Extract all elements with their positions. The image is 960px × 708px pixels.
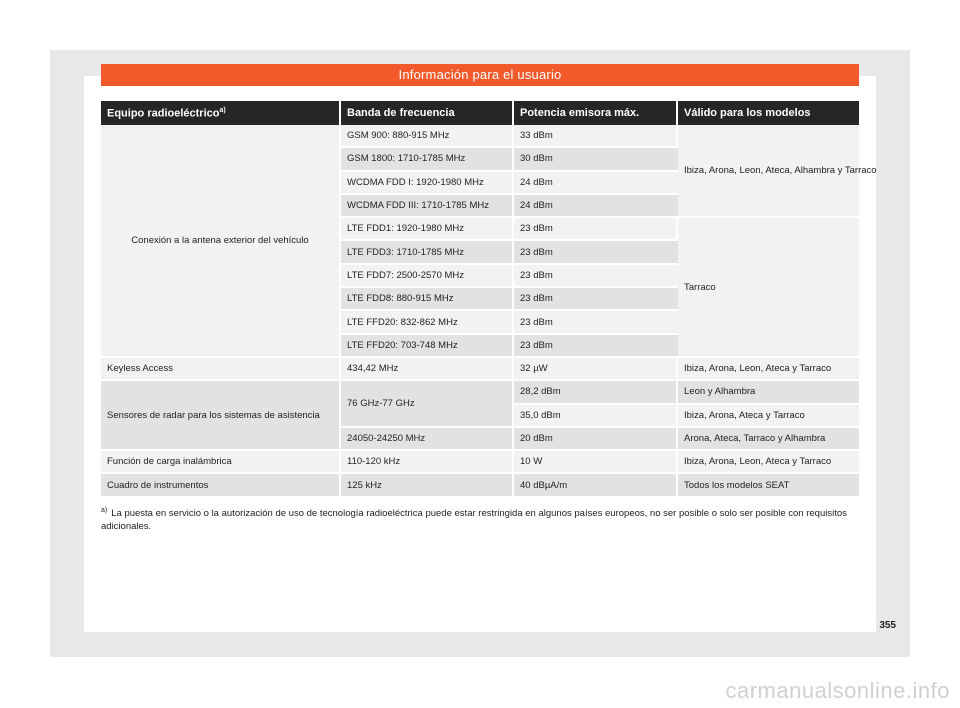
- power-cell: 28,2 dBm: [514, 381, 678, 404]
- power-cell: 24 dBm: [514, 172, 678, 195]
- column-header-equipment: Equipo radioeléctrico$^{a)}$: [101, 101, 341, 125]
- antenna-equipment-cell: Conexión a la antena exterior del vehículo: [101, 125, 341, 358]
- lte-models-cell: Tarraco: [678, 218, 859, 358]
- power-cell: 23 dBm: [514, 335, 678, 358]
- table-row: [101, 474, 859, 497]
- power-cell: 20 dBm: [514, 428, 678, 451]
- band-cell: 110-120 kHz: [341, 451, 514, 474]
- band-cell: GSM 900: 880-915 MHz: [341, 125, 514, 148]
- models-cell: Leon y Alhambra: [678, 381, 859, 404]
- page-number: 355: [879, 620, 896, 631]
- power-cell: 23 dBm: [514, 311, 678, 334]
- radar-equipment-cell: Sensores de radar para los sistemas de asistencia: [101, 381, 341, 451]
- watermark: carmanualsonline.info: [725, 678, 950, 703]
- power-cell: 10 W: [514, 451, 678, 474]
- band-cell: LTE FDD8: 880-915 MHz: [341, 288, 514, 311]
- band-cell: LTE FFD20: 832-862 MHz: [341, 311, 514, 334]
- power-cell: 30 dBm: [514, 148, 678, 171]
- table-row: [101, 381, 859, 404]
- table-row: [101, 358, 859, 381]
- table-row: [101, 451, 859, 474]
- column-header-band: Banda de frecuencia: [341, 101, 514, 125]
- band-cell: LTE FFD20: 703-748 MHz: [341, 335, 514, 358]
- power-cell: 35,0 dBm: [514, 405, 678, 428]
- power-cell: 40 dBµA/m: [514, 474, 678, 497]
- band-cell: 125 kHz: [341, 474, 514, 497]
- models-cell: Ibiza, Arona, Leon, Ateca y Tarraco: [678, 451, 859, 474]
- models-cell: Ibiza, Arona, Leon, Ateca y Tarraco: [678, 358, 859, 381]
- wireless-equipment-cell: Función de carga inalámbrica: [101, 451, 341, 474]
- band-cell: LTE FDD1: 1920-1980 MHz: [341, 218, 514, 241]
- models-cell: Ibiza, Arona, Ateca y Tarraco: [678, 405, 859, 428]
- column-header-models: Válido para los modelos: [678, 101, 859, 125]
- band-cell: 76 GHz-77 GHz: [341, 381, 514, 428]
- band-cell: LTE FDD3: 1710-1785 MHz: [341, 241, 514, 264]
- footnote-marker: a): [101, 507, 108, 514]
- band-cell: 434,42 MHz: [341, 358, 514, 381]
- column-header-power: Potencia emisora máx.: [514, 101, 678, 125]
- band-cell: 24050-24250 MHz: [341, 428, 514, 451]
- power-cell: 23 dBm: [514, 265, 678, 288]
- footnote: [101, 504, 853, 533]
- power-cell: 32 µW: [514, 358, 678, 381]
- table-row: [101, 125, 859, 148]
- band-cell: WCDMA FDD I: 1920-1980 MHz: [341, 172, 514, 195]
- keyless-equipment-cell: Keyless Access: [101, 358, 341, 381]
- band-cell: LTE FDD7: 2500-2570 MHz: [341, 265, 514, 288]
- cluster-equipment-cell: Cuadro de instrumentos: [101, 474, 341, 497]
- models-cell: Arona, Ateca, Tarraco y Alhambra: [678, 428, 859, 451]
- power-cell: 33 dBm: [514, 125, 678, 148]
- gsm-models-cell: Ibiza, Arona, Leon, Ateca, Alhambra y Tarraco: [678, 125, 859, 218]
- section-title: Información para el usuario: [101, 64, 859, 86]
- band-cell: GSM 1800: 1710-1785 MHz: [341, 148, 514, 171]
- power-cell: 23 dBm: [514, 288, 678, 311]
- table-header-row: [101, 101, 859, 125]
- power-cell: 23 dBm: [514, 241, 678, 264]
- footnote-text: La puesta en servicio o la autorización de uso de tecnología radioeléctrica puede estar restringida en algunos países europeos, no ser posible o solo ser posible con requisitos adicionales.: [101, 508, 847, 533]
- band-cell: WCDMA FDD III: 1710-1785 MHz: [341, 195, 514, 218]
- power-cell: 23 dBm: [514, 218, 678, 241]
- radio-equipment-table: [101, 101, 877, 498]
- power-cell: 24 dBm: [514, 195, 678, 218]
- models-cell: Todos los modelos SEAT: [678, 474, 859, 497]
